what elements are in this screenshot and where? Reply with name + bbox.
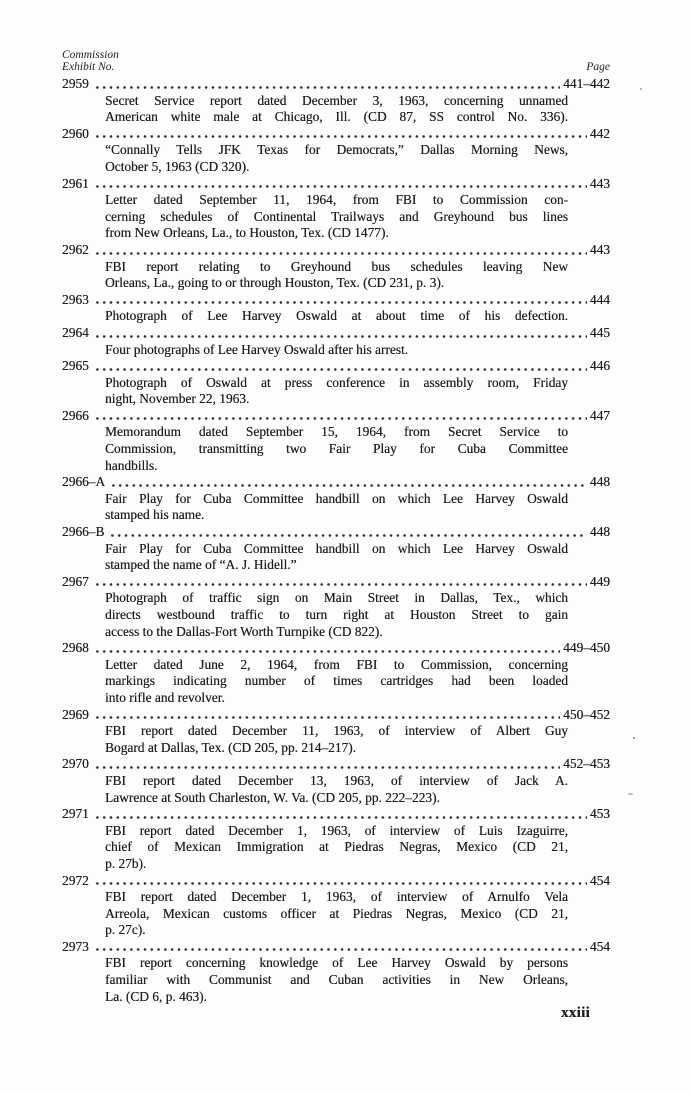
leader-dots xyxy=(94,176,587,193)
exhibit-entry xyxy=(62,574,610,640)
folio-page-number: xxiii xyxy=(561,1005,591,1021)
list-header xyxy=(62,50,610,73)
exhibit-description xyxy=(105,259,568,292)
exhibit-number: 2970 xyxy=(62,756,89,772)
exhibit-entry-row xyxy=(62,707,610,724)
exhibit-description xyxy=(105,93,568,126)
exhibit-entry xyxy=(62,76,610,126)
leader-dots xyxy=(94,707,560,724)
page-content xyxy=(62,0,610,1005)
header-exhibit-col-line1: Commission xyxy=(62,49,119,61)
exhibit-description xyxy=(105,955,568,1005)
leader-dots xyxy=(94,640,560,657)
exhibit-number: 2960 xyxy=(62,125,89,141)
exhibit-entry xyxy=(62,939,610,1005)
description-line: handbills. xyxy=(105,457,158,473)
exhibit-entry-row xyxy=(62,806,610,823)
exhibit-description xyxy=(105,491,568,524)
header-exhibit-col-line2: Exhibit No. xyxy=(62,60,115,73)
leader-dots xyxy=(94,574,587,591)
exhibit-entry-row xyxy=(62,939,610,956)
description-line: Arreola, Mexican customs officer at Piedras Negras, Mexico (CD 21, xyxy=(105,905,568,921)
exhibit-entry-row xyxy=(62,76,610,93)
exhibit-page-number: 453 xyxy=(589,806,610,822)
exhibit-entry xyxy=(62,325,610,358)
leader-dots xyxy=(94,873,587,890)
exhibit-page-number: 441–442 xyxy=(563,76,610,91)
exhibit-number: 2966–A xyxy=(62,474,106,490)
exhibit-description xyxy=(105,657,568,707)
description-line: Fair Play for Cuba Committee handbill on which Lee Harvey Oswald xyxy=(105,540,568,556)
description-line: Letter dated September 11, 1964, from FBI to Commission con- xyxy=(105,192,568,208)
exhibit-page-number: 454 xyxy=(589,872,610,888)
exhibit-description xyxy=(105,342,568,359)
description-line: p. 27c). xyxy=(105,922,146,938)
description-line: cerning schedules of Continental Trailways and Greyhound bus lines xyxy=(105,208,568,224)
exhibit-number: 2959 xyxy=(62,76,89,91)
exhibit-entry xyxy=(62,242,610,292)
description-line: Photograph of Lee Harvey Oswald at about time of his defection. xyxy=(105,308,568,324)
exhibit-description xyxy=(105,889,568,939)
description-line: “Connally Tells JFK Texas for Democrats,” Dallas Morning News, xyxy=(105,142,568,158)
exhibit-entry-row xyxy=(62,126,610,143)
description-line: Memorandum dated September 15, 1964, from Secret Service to xyxy=(105,424,568,440)
exhibit-description xyxy=(105,823,568,873)
exhibit-description xyxy=(105,375,568,408)
scan-speck xyxy=(628,793,633,795)
exhibit-number: 2962 xyxy=(62,241,89,257)
exhibit-entry-row xyxy=(62,292,610,309)
exhibit-number: 2968 xyxy=(62,640,89,656)
description-line: Four photographs of Lee Harvey Oswald after his arrest. xyxy=(105,341,409,357)
exhibit-page-number: 448 xyxy=(589,474,610,490)
description-line: American white male at Chicago, Ill. (CD 87, SS control No. 336). xyxy=(105,109,568,125)
leader-dots xyxy=(94,325,587,342)
exhibit-number: 2963 xyxy=(62,291,89,307)
exhibit-number: 2973 xyxy=(62,938,89,954)
leader-dots xyxy=(94,292,587,309)
exhibit-page-number: 444 xyxy=(589,291,610,307)
description-line: Photograph of Oswald at press conference in assembly room, Friday xyxy=(105,374,568,390)
exhibit-entry xyxy=(62,176,610,242)
exhibit-list xyxy=(62,76,610,1005)
description-line: stamped the name of “A. J. Hidell.” xyxy=(105,557,297,573)
exhibit-description xyxy=(105,773,568,806)
exhibit-entry xyxy=(62,126,610,176)
exhibit-entry xyxy=(62,707,610,757)
exhibit-page-number: 449–450 xyxy=(563,640,610,656)
exhibit-entry xyxy=(62,524,610,574)
exhibit-description xyxy=(105,308,568,325)
description-line: from New Orleans, La., to Houston, Tex. (CD 1477). xyxy=(105,225,389,241)
description-line: directs westbound traffic to turn right at Houston Street to gain xyxy=(105,607,568,622)
exhibit-page-number: 454 xyxy=(589,938,610,954)
exhibit-entry-row xyxy=(62,574,610,591)
exhibit-page-number: 446 xyxy=(589,358,610,374)
leader-dots xyxy=(94,806,587,823)
exhibit-number: 2966–B xyxy=(62,524,105,540)
description-line: Commission, transmitting two Fair Play for Cuba Committee xyxy=(105,441,568,457)
exhibit-page-number: 449 xyxy=(589,573,610,589)
exhibit-entry xyxy=(62,292,610,325)
exhibit-entry-row xyxy=(62,524,610,541)
exhibit-description xyxy=(105,424,568,474)
exhibit-entry-row xyxy=(62,358,610,375)
exhibit-description xyxy=(105,590,568,640)
leader-dots xyxy=(94,242,587,259)
description-line: FBI report dated December 11, 1963, of interview of Albert Guy xyxy=(105,723,568,739)
exhibit-number: 2972 xyxy=(62,872,89,888)
exhibit-entry xyxy=(62,408,610,474)
description-line: Letter dated June 2, 1964, from FBI to Commission, concerning xyxy=(105,656,568,672)
description-line: Fair Play for Cuba Committee handbill on which Lee Harvey Oswald xyxy=(105,490,568,506)
leader-dots xyxy=(94,408,587,425)
exhibit-page-number: 443 xyxy=(589,241,610,257)
leader-dots xyxy=(110,474,587,491)
exhibit-entry xyxy=(62,640,610,706)
leader-dots xyxy=(94,76,560,93)
description-line: FBI report dated December 1, 1963, of interview of Arnulfo Vela xyxy=(105,889,568,905)
exhibit-description xyxy=(105,541,568,574)
exhibit-number: 2964 xyxy=(62,324,89,340)
exhibit-entry-row xyxy=(62,325,610,342)
description-line: FBI report dated December 13, 1963, of interview of Jack A. xyxy=(105,772,568,788)
exhibit-page-number: 448 xyxy=(589,524,610,540)
description-line: access to the Dallas-Fort Worth Turnpike (CD 822). xyxy=(105,623,383,639)
leader-dots xyxy=(109,524,586,541)
header-page-column: Page xyxy=(586,60,610,73)
leader-dots xyxy=(94,358,587,375)
exhibit-entry-row xyxy=(62,242,610,259)
exhibit-entry xyxy=(62,806,610,872)
scan-speck xyxy=(640,88,642,90)
exhibit-page-number: 450–452 xyxy=(563,706,610,722)
exhibit-page-number: 452–453 xyxy=(563,756,610,772)
exhibit-entry-row xyxy=(62,756,610,773)
description-line: p. 27b). xyxy=(105,855,147,871)
description-line: Photograph of traffic sign on Main Street in Dallas, Tex., which xyxy=(105,590,568,606)
leader-dots xyxy=(94,126,587,143)
exhibit-entry-row xyxy=(62,640,610,657)
description-line: Lawrence at South Charleston, W. Va. (CD 205, pp. 222–223). xyxy=(105,789,440,805)
exhibit-entry xyxy=(62,358,610,408)
exhibit-entry xyxy=(62,873,610,939)
header-exhibit-column xyxy=(62,50,119,73)
description-line: stamped his name. xyxy=(105,507,205,523)
exhibit-page-number: 447 xyxy=(589,407,610,423)
description-line: into rifle and revolver. xyxy=(105,689,225,705)
exhibit-page-number: 442 xyxy=(589,125,610,141)
description-line: markings indicating number of times cartridges had been loaded xyxy=(105,673,568,689)
description-line: FBI report concerning knowledge of Lee Harvey Oswald by persons xyxy=(105,955,568,971)
exhibit-page-number: 445 xyxy=(589,324,610,340)
description-line: night, November 22, 1963. xyxy=(105,391,250,407)
exhibit-entry-row xyxy=(62,408,610,425)
exhibit-entry xyxy=(62,474,610,524)
leader-dots xyxy=(94,756,560,773)
scan-speck xyxy=(633,737,635,739)
exhibit-entry-row xyxy=(62,176,610,193)
description-line: Orleans, La., going to or through Houston, Tex. (CD 231, p. 3). xyxy=(105,275,445,291)
exhibit-number: 2966 xyxy=(62,407,89,423)
exhibit-description xyxy=(105,723,568,756)
exhibit-number: 2971 xyxy=(62,806,89,822)
exhibit-description xyxy=(105,142,568,175)
exhibit-number: 2967 xyxy=(62,573,89,589)
leader-dots xyxy=(94,939,587,956)
description-line: Bogard at Dallas, Tex. (CD 205, pp. 214–217). xyxy=(105,739,356,755)
exhibit-number: 2969 xyxy=(62,706,89,722)
exhibit-entry-row xyxy=(62,474,610,491)
exhibit-entry xyxy=(62,756,610,806)
description-line: Secret Service report dated December 3, 1963, concerning unnamed xyxy=(105,92,568,108)
description-line: chief of Mexican Immigration at Piedras Negras, Mexico (CD 21, xyxy=(105,839,568,855)
exhibit-description xyxy=(105,192,568,242)
exhibit-number: 2961 xyxy=(62,175,89,191)
description-line: October 5, 1963 (CD 320). xyxy=(105,158,250,174)
exhibit-entry-row xyxy=(62,873,610,890)
description-line: familiar with Communist and Cuban activities in New Orleans, xyxy=(105,972,568,988)
description-line: La. (CD 6, p. 463). xyxy=(105,988,207,1004)
description-line: FBI report dated December 1, 1963, of interview of Luis Izaguirre, xyxy=(105,822,568,838)
exhibit-page-number: 443 xyxy=(589,175,610,191)
description-line: FBI report relating to Greyhound bus schedules leaving New xyxy=(105,258,568,274)
exhibit-number: 2965 xyxy=(62,358,89,374)
